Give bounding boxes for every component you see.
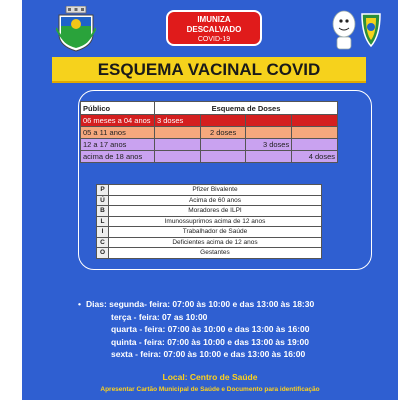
empty-cell	[292, 139, 338, 151]
row-label: 05 a 11 anos	[81, 127, 155, 139]
publico-letter: I	[97, 227, 109, 238]
table-row	[97, 195, 322, 206]
publico-item: Pfizer Bivalente	[109, 185, 322, 196]
dose-cell: 2 doses	[200, 127, 246, 139]
empty-cell	[200, 115, 246, 127]
badge-line-1: IMUNIZA	[197, 15, 231, 24]
publico-letter: Ú	[97, 195, 109, 206]
badge-line-2: DESCALVADO	[186, 25, 242, 34]
city-crest-icon	[56, 6, 96, 52]
publico-item: Gestantes	[109, 248, 322, 259]
dose-cell: 3 doses	[154, 115, 200, 127]
table-row	[81, 127, 338, 139]
schedule-line: terça - feira: 07 as 10:00	[111, 311, 208, 322]
imuniza-badge	[166, 10, 262, 46]
empty-cell	[246, 127, 292, 139]
empty-cell	[154, 139, 200, 151]
schedule-line: Dias: segunda- feira: 07:00 às 10:00 e das 13:00 às 18:30	[86, 299, 315, 309]
table-row	[97, 227, 322, 238]
publico-item: Acima de 60 anos	[109, 195, 322, 206]
dose-cell: 4 doses	[292, 151, 338, 163]
table-row	[97, 248, 322, 259]
empty-cell	[292, 127, 338, 139]
publico-letter: C	[97, 237, 109, 248]
publico-letter: O	[97, 248, 109, 259]
empty-cell	[154, 127, 200, 139]
table-row	[97, 206, 322, 217]
dose-cell: 3 doses	[246, 139, 292, 151]
table-row	[97, 216, 322, 227]
publico-item: Deficientes acima de 12 anos	[109, 237, 322, 248]
empty-cell	[200, 139, 246, 151]
empty-cell	[200, 151, 246, 163]
schedule-line: quinta - feira: 07:00 às 10:00 e das 13:00 às 19:00	[111, 336, 309, 347]
schedule-block	[78, 298, 314, 361]
publico-item: Moradores de ILPI	[109, 206, 322, 217]
publico-table	[96, 184, 322, 259]
schedule-line: sexta - feira: 07:00 às 10:00 e das 13:00 às 16:00	[111, 349, 306, 360]
table-row	[97, 237, 322, 248]
table-row	[81, 139, 338, 151]
vaccine-mascot-icon	[326, 4, 384, 56]
page-title: ESQUEMA VACINAL COVID	[52, 57, 366, 83]
id-note: Apresentar Cartão Municipal de Saúde e Documento para identificação	[100, 386, 320, 393]
row-label: 12 a 17 anos	[81, 139, 155, 151]
empty-cell	[154, 151, 200, 163]
empty-cell	[246, 151, 292, 163]
publico-item: Imunossuprimos acima de 12 anos	[109, 216, 322, 227]
table-row	[81, 115, 338, 127]
schedule-line: quarta - feira: 07:00 às 10:00 e das 13:00 às 16:00	[111, 324, 310, 335]
col-header-publico: Público	[81, 102, 155, 115]
bullet-icon: •	[78, 299, 81, 309]
table-row	[97, 185, 322, 196]
empty-cell	[246, 115, 292, 127]
row-label: acima de 18 anos	[81, 151, 155, 163]
row-label: 06 meses a 04 anos	[81, 115, 155, 127]
publico-item: Trabalhador de Saúde	[109, 227, 322, 238]
doses-table	[80, 101, 338, 163]
location-text: Local: Centro de Saúde	[162, 372, 258, 382]
publico-letter: P	[97, 185, 109, 196]
empty-cell	[292, 115, 338, 127]
col-header-esquema: Esquema de Doses	[154, 102, 337, 115]
table-row	[81, 151, 338, 163]
publico-letter: B	[97, 206, 109, 217]
badge-line-3: COVID-19	[197, 36, 231, 43]
publico-letter: L	[97, 216, 109, 227]
